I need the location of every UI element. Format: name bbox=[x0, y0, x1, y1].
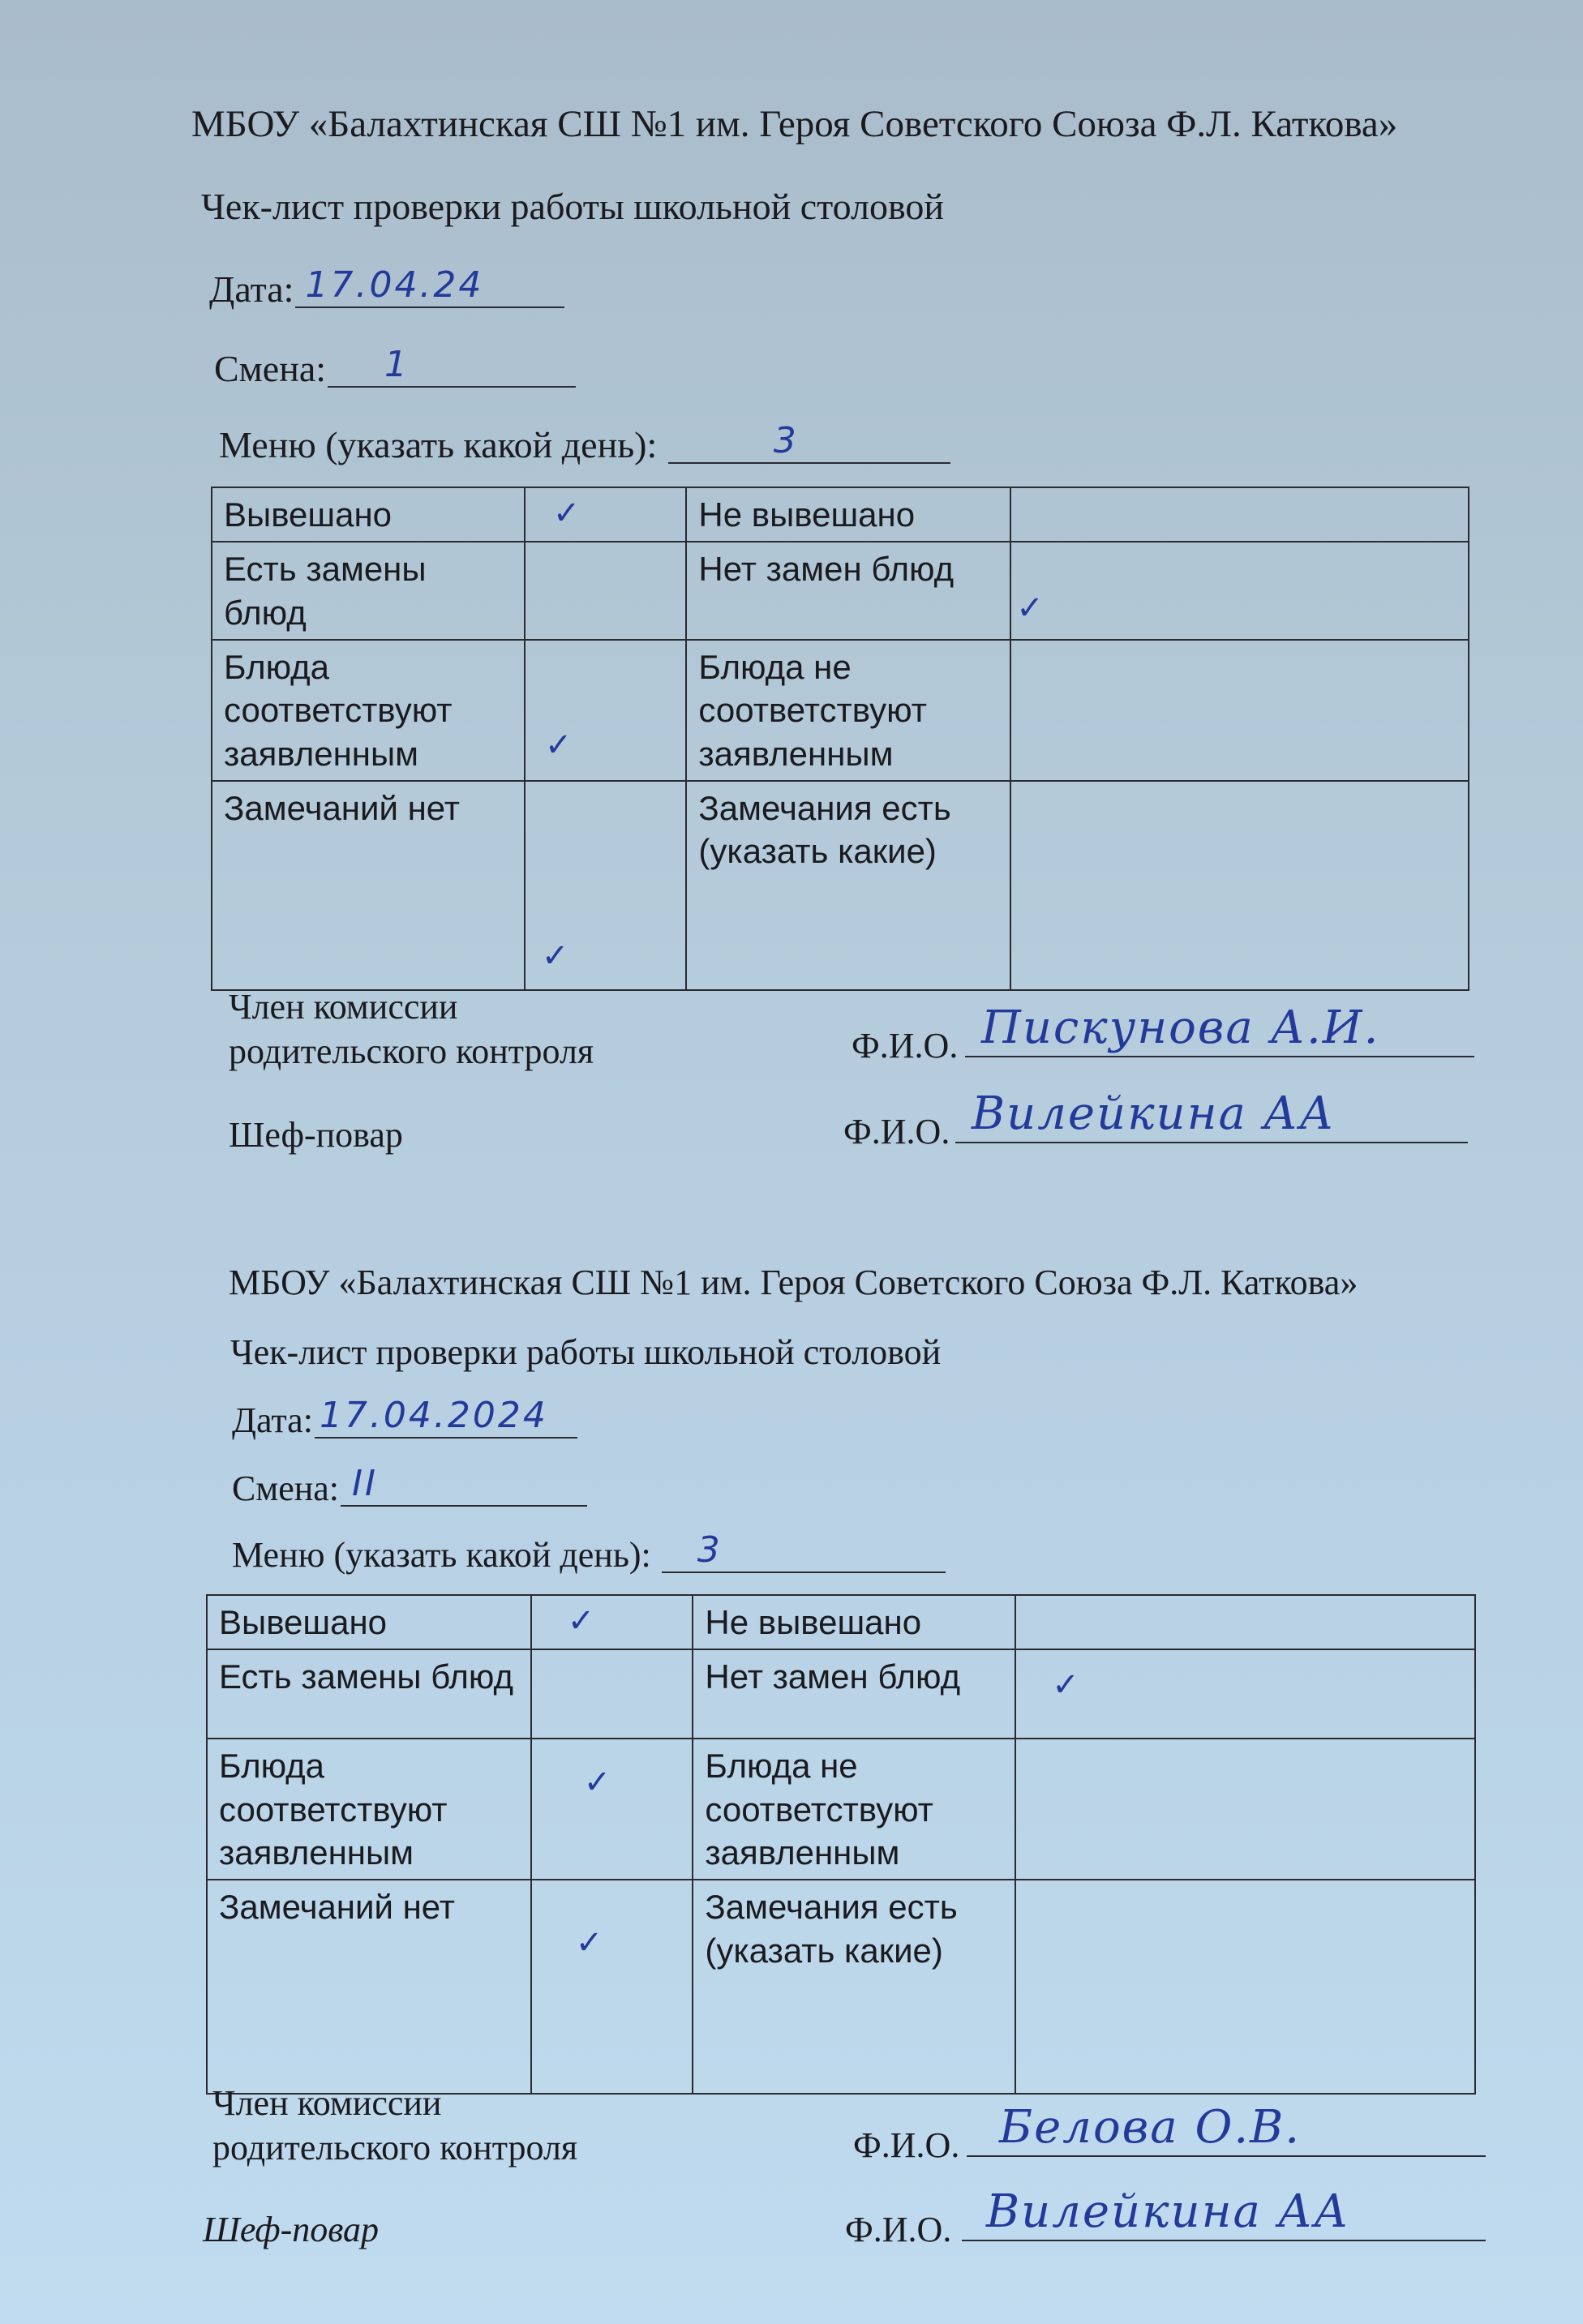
date-row bbox=[209, 264, 564, 310]
checklist-table bbox=[211, 487, 1469, 991]
cell-label: Есть замены блюд bbox=[207, 1649, 531, 1739]
check-mark: ✓ bbox=[544, 726, 573, 764]
check-mark: ✓ bbox=[541, 937, 569, 975]
check-cell[interactable] bbox=[1010, 542, 1469, 640]
cell-label: Вывешано bbox=[212, 487, 525, 542]
date-value: 17.04.2024 bbox=[319, 1395, 548, 1436]
menu-value: 3 bbox=[773, 420, 799, 461]
cell-label: Блюда не соответствуют заявленным bbox=[693, 1739, 1015, 1880]
form-heading: Чек-лист проверки работы школьной столовой bbox=[201, 186, 945, 227]
check-mark: ✓ bbox=[575, 1924, 603, 1962]
checklist-table bbox=[206, 1594, 1476, 2095]
chef-signature-field[interactable] bbox=[962, 2185, 1486, 2241]
cell-label: Не вывешано bbox=[693, 1595, 1015, 1649]
menu-field[interactable] bbox=[662, 1529, 946, 1573]
cell-label: Вывешано bbox=[207, 1595, 531, 1649]
shift-row bbox=[232, 1463, 587, 1508]
check-cell[interactable] bbox=[1010, 781, 1469, 990]
check-cell[interactable] bbox=[525, 487, 687, 542]
shift-row bbox=[214, 344, 576, 389]
cell-label: Не вывешано bbox=[686, 487, 1010, 542]
cell-label: Замечаний нет bbox=[212, 781, 525, 990]
chef-label: Шеф-повар bbox=[203, 2210, 380, 2249]
check-cell[interactable] bbox=[531, 1649, 693, 1739]
check-cell[interactable] bbox=[1010, 640, 1469, 781]
member-label: Член комиссии родительского контроля bbox=[229, 987, 594, 1071]
cell-label: Блюда не соответствуют заявленным bbox=[686, 640, 1010, 781]
menu-row bbox=[219, 420, 950, 465]
cell-label: Замечания есть (указать какие) bbox=[693, 1880, 1015, 2094]
date-label: Дата: bbox=[209, 268, 294, 310]
check-mark: ✓ bbox=[552, 495, 581, 532]
shift-field[interactable] bbox=[328, 344, 576, 388]
check-mark: ✓ bbox=[583, 1764, 611, 1802]
chef-label: Шеф-повар bbox=[229, 1115, 403, 1155]
fio-label: Ф.И.О. bbox=[853, 2125, 960, 2165]
date-value: 17.04.24 bbox=[305, 264, 484, 306]
member-signature-field[interactable] bbox=[967, 2101, 1486, 2157]
shift-value: II bbox=[352, 1463, 378, 1504]
table-row bbox=[207, 1595, 1475, 1649]
menu-field[interactable] bbox=[668, 420, 950, 464]
menu-label: Меню (указать какой день): bbox=[232, 1535, 651, 1575]
shift-value: 1 bbox=[384, 344, 410, 385]
table-row bbox=[207, 1880, 1475, 2094]
school-name: МБОУ «Балахтинская СШ №1 им. Героя Советского Союза Ф.Л. Каткова» bbox=[229, 1263, 1358, 1302]
school-name: МБОУ «Балахтинская СШ №1 им. Героя Советского Союза Ф.Л. Каткова» bbox=[191, 103, 1398, 145]
table-row bbox=[207, 1649, 1475, 1739]
check-mark: ✓ bbox=[567, 1602, 595, 1640]
check-cell[interactable] bbox=[531, 1739, 693, 1880]
member-signature-field[interactable] bbox=[965, 1001, 1474, 1057]
chef-signature-field[interactable] bbox=[955, 1087, 1468, 1143]
member-signature: Пискунова А.И. bbox=[981, 1001, 1380, 1054]
check-cell[interactable] bbox=[525, 781, 687, 990]
menu-label: Меню (указать какой день): bbox=[219, 424, 658, 465]
check-cell[interactable] bbox=[525, 640, 687, 781]
table-row bbox=[212, 640, 1469, 781]
table-row bbox=[212, 542, 1469, 640]
chef-signature: Вилейкина АА bbox=[972, 1087, 1336, 1140]
table-row bbox=[207, 1739, 1475, 1880]
cell-label: Замечания есть (указать какие) bbox=[686, 781, 1010, 990]
chef-signature: Вилейкина АА bbox=[986, 2185, 1350, 2238]
check-cell[interactable] bbox=[1015, 1595, 1475, 1649]
check-cell[interactable] bbox=[1015, 1739, 1475, 1880]
cell-label: Нет замен блюд bbox=[693, 1649, 1015, 1739]
fio-label: Ф.И.О. bbox=[843, 1112, 950, 1151]
check-cell[interactable] bbox=[1015, 1880, 1475, 2094]
member-signature: Белова О.В. bbox=[999, 2101, 1302, 2154]
fio-label: Ф.И.О. bbox=[852, 1026, 959, 1066]
cell-label: Есть замены блюд bbox=[212, 542, 525, 640]
shift-label: Смена: bbox=[214, 348, 327, 389]
check-cell[interactable] bbox=[531, 1880, 693, 2094]
cell-label: Блюда соответствуют заявленным bbox=[212, 640, 525, 781]
check-mark: ✓ bbox=[1016, 590, 1044, 628]
check-cell[interactable] bbox=[1015, 1649, 1475, 1739]
table-row bbox=[212, 487, 1469, 542]
menu-row bbox=[232, 1529, 946, 1575]
form-heading: Чек-лист проверки работы школьной столовой bbox=[230, 1332, 942, 1372]
cell-label: Блюда соответствуют заявленным bbox=[207, 1739, 531, 1880]
cell-label: Нет замен блюд bbox=[686, 542, 1010, 640]
shift-label: Смена: bbox=[232, 1469, 340, 1508]
check-mark: ✓ bbox=[1052, 1666, 1079, 1704]
member-label: Член комиссии родительского контроля bbox=[212, 2083, 578, 2167]
date-row bbox=[232, 1395, 577, 1440]
table-row bbox=[212, 781, 1469, 990]
check-cell[interactable] bbox=[525, 542, 687, 640]
menu-value: 3 bbox=[697, 1529, 723, 1571]
check-cell[interactable] bbox=[1010, 487, 1469, 542]
shift-field[interactable] bbox=[341, 1463, 587, 1507]
date-field[interactable] bbox=[315, 1395, 577, 1439]
date-label: Дата: bbox=[232, 1400, 313, 1440]
cell-label: Замечаний нет bbox=[207, 1880, 531, 2094]
fio-label: Ф.И.О. bbox=[845, 2210, 952, 2249]
date-field[interactable] bbox=[295, 264, 564, 308]
check-cell[interactable] bbox=[531, 1595, 693, 1649]
